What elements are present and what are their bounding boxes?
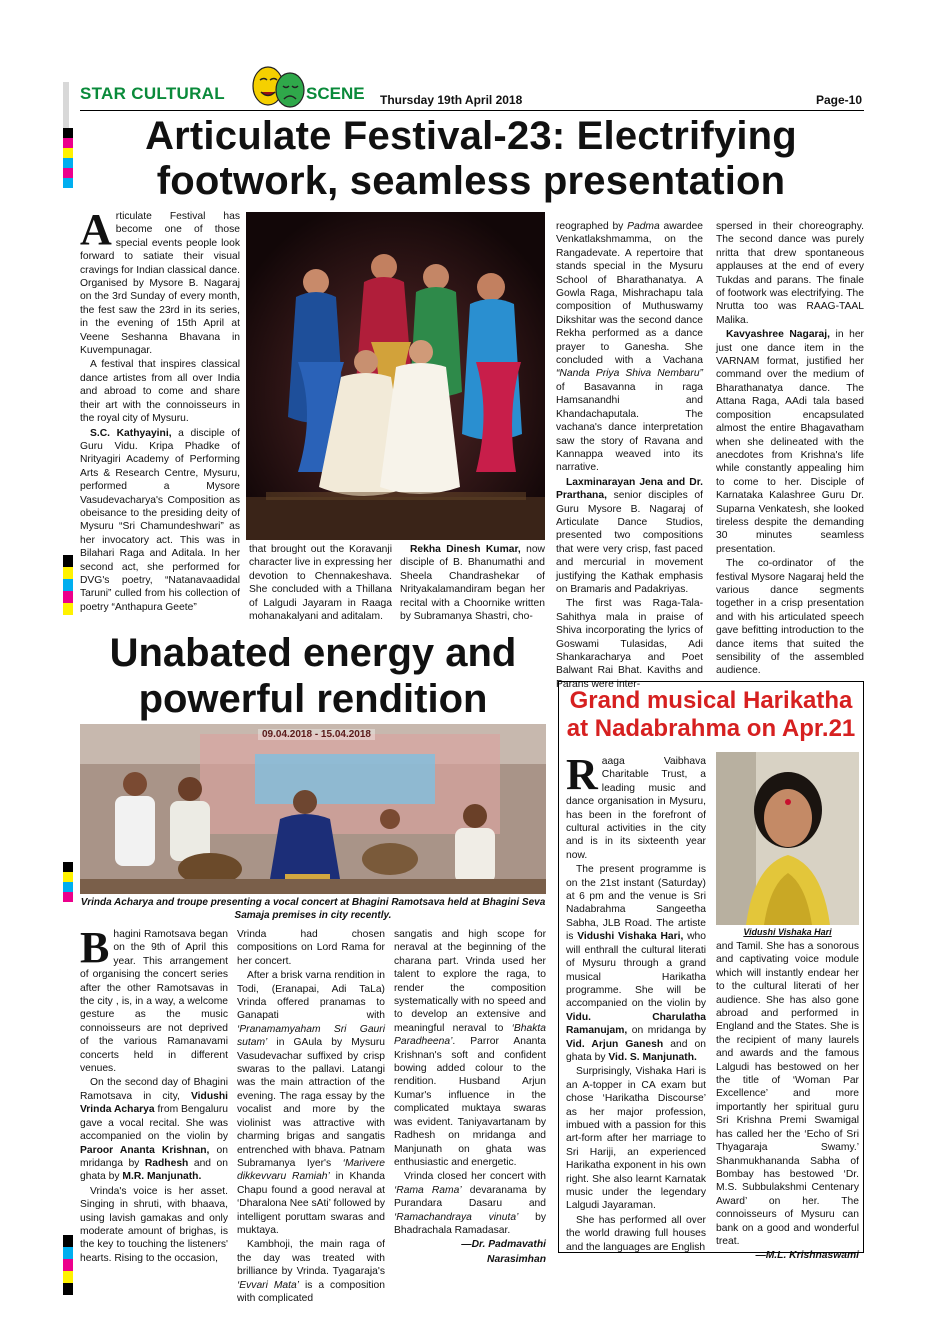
article1-col4-text-e: The first was Raga-Tala-Sahithya mala in praise of Shiva incorporating the lyrics of Goswami Tulasidas, Adi Shankaracharya and Poet Balwant Rai Bhat. Kaviths and Parans were inter- [556, 598, 703, 690]
article3-column-1 [566, 750, 707, 1255]
masthead-page-number: Page-10 [815, 93, 862, 107]
concert-photo-banner-date: 09.04.2018 - 15.04.2018 [258, 729, 375, 740]
article2-c2-text-b: in GAula by Mysuru Vasudevachar suffixed by crisp swaras to the pallavi. Latangi was the main attraction of the evening. The raga essay by the vocalist and more by the violinist was attractive with charming brigas and sangatis entrenched with bhava. Patnam Subramanya Iyer's [237, 1037, 385, 1169]
article2-headline-line1: Unabated energy and [109, 631, 517, 675]
masthead-date: Thursday 19th April 2018 [380, 93, 523, 107]
article1-artist-rekha: Rekha Dinesh Kumar, [410, 544, 521, 555]
article2-c3-italic-b: ‘Rama Rama’ [394, 1184, 462, 1196]
article2-headline [78, 630, 548, 722]
article1-col3-text: now disciple of B. Bhanumathi and Sheela Chandrashekar of Nrityakalamandiram began her recital with a Choornike written by Subramanya Shastri, cho- [400, 544, 545, 623]
article2-headline-line2: powerful rendition [138, 677, 488, 721]
masthead-brand-right: SCENE [306, 84, 365, 103]
article2-c2-italic-b: ‘Marivere dikkevvaru Ramiah’ [237, 1157, 385, 1183]
article2-column-2 [237, 928, 385, 1306]
article2-c2-text-c: in Khanda Chapu found a good neraval at ‘Dharalona Nee sAti’ followed by intelligent poruttam swaras and muktaya. [237, 1171, 385, 1236]
margin-grey-strip [63, 82, 69, 128]
article3-paragraph-3: Surprisingly, Vishaka Hari is an A-topper in CA exam but chose ‘Harikatha Discourse’ as her major profession, imbued with a passion for this art-form after her marriage to Sri Hariji, an experienced Harikatha exponent in his own right. She also learnt Karnatak music under the legendary Lalgudi Jayaraman. [566, 1066, 706, 1212]
article1-dropcap: A [80, 205, 112, 254]
article1-headline-line1: Articulate Festival-23: Electrifying [145, 114, 797, 158]
article3-artist-vishaka: Vidushi Vishaka Hari, [577, 931, 684, 943]
article3-text-d: and on ghata by [566, 1038, 707, 1063]
article2-c1-paragraph-1: hagini Ramotsava began on the 9th of April this year. This arrangement of organising the concert series after the other Ramotsavas in the city , is, in a way, a welcome gesture as the music connoisseurs are not deprived of the various Ramanavami concerts held in different venues. [80, 929, 228, 1075]
article2-c3-italic-c: ‘Ramachandraya vinuta’ [394, 1211, 519, 1223]
article1-column-3 [400, 543, 545, 624]
article3-artist-charulatha: Vidu. Charulatha Ramanujam, [566, 1011, 706, 1037]
article2-c1-text-a: On the second day of Bhagini Ramotsava in city, [80, 1077, 228, 1102]
article3-artist-arjun: Vid. Arjun Ganesh [566, 1038, 664, 1050]
article2-artist-radhesh: Radhesh [144, 1157, 189, 1169]
dancers-group-photo [246, 212, 545, 540]
article1-col5-text-a: spersed in their choreography. The second dance was purely nritta that drew spontaneous applauses at the end of every Tukdas and parans. The finale of footwork was electrifying. The Nrutta too was RAAG-TAAL Malika. [716, 221, 864, 326]
article1-headline-line2: footwork, seamless presentation [156, 159, 786, 203]
registration-bar-top [63, 128, 73, 188]
article2-c3-italic-a: ‘Bhakta Paradheena’ [394, 1022, 546, 1048]
article2-c2-italic-c: ‘Evvari Mata’ [237, 1279, 300, 1291]
masthead-rule [80, 110, 864, 111]
masthead [78, 64, 864, 114]
article2-c1-text-d: and on ghata by [80, 1157, 229, 1183]
article2-dropcap: B [80, 923, 110, 972]
article1-col4-text-c: of Basavanna in raga Hamsanandhi and Khandachaputala. The vachana's dance interpretation saw the story of Ravana and Kannappa weaved into its narrative. [556, 381, 703, 474]
article2-c3-text-d: devaranama by Purandara Dasaru and [394, 1184, 546, 1210]
article3-text-a: The present programme is on the 21st instant (Saturday) at 6 pm and the venue is Sri Nadabrahma Sangeetha Sabha, JLB Road. The artiste is [566, 864, 706, 943]
article2-c3-text-c: Vrinda closed her concert with [404, 1171, 546, 1183]
concert-photo [80, 724, 546, 894]
article2-c3-text-a: sangatis and high scope for neraval at the beginning of the charana part. Vrinda used her talent to explore the raga, to render the composition systematically with no speed and to develop an extensive and meaningful neraval to [394, 929, 546, 1034]
article3-headline-line1: Grand musical Harikatha [569, 687, 853, 714]
concert-photo-caption: Vrinda Acharya and troupe presenting a vocal concert at Bhagini Ramotsava held at Bhagini Seva Samaja premises in city recently. [80, 897, 546, 921]
registration-bar-mid [63, 862, 73, 902]
article2-byline-line1: —Dr. Padmavathi [461, 1239, 546, 1251]
portrait-caption: Vidushi Vishaka Hari [743, 927, 832, 937]
article3-paragraph-5: and Tamil. She has a sonorous and captivating voice module which will instantly endear her to the cultural literati of her audience. She has also gone abroad and performed in England and the States. She is the recipient of many laurels and awards and the famous Lalgudi has bestowed on her the title of ‘Woman Par Excellence’ and more importantly her spiritual guru Sri Krishna Premi Swamigal has called her the ‘Echo of Sri Thyagaraja Swamy.’ Shanmukhananda Sabha of Bombay has bestowed ‘Dr. M.S. Subbulakshmi Centenary Award’ on her. The connoisseurs of Mysuru can bank on a good and wonderful treat. [716, 941, 859, 1247]
article1-col4-text-d: senior disciples of Guru Mysore B. Nagaraj of Articulate Dance Studios, presented two compositions that were very crisp, fast paced and mercurial in movement justifying the Kathak emphasis on Bramaris and Padakriyas. [556, 490, 703, 595]
article1-column-5 [716, 220, 864, 679]
registration-bar-bottom [63, 1235, 73, 1295]
article2-artist-vrinda: Vidushi Vrinda Acharya [80, 1090, 228, 1116]
article1-paragraph-2: A festival that inspires classical dance artistes from all over India and abroad to come and share their art with the connoisseurs in the royal city of Mysuru. [80, 359, 240, 425]
article1-col4-italic-b: “Nanda Priya Shiva Nembaru” [556, 368, 703, 380]
article1-col4-text-a: reographed by [556, 221, 628, 232]
vishaka-hari-portrait [716, 752, 859, 925]
article3-text-b: who will enthrall the cultural literati of Mysuru through a grand musical Harikatha programme. She will be accompanied on the violin by [566, 931, 706, 1010]
article3-paragraph-1: aaga Vaibhava Charitable Trust, a leading music and dance organisation in Mysuru, has been in the forefront of cultural activities in the city and is in its sixteenth year now. [566, 756, 706, 861]
article3-headline-line2: at Nadabrahma on Apr.21 [566, 715, 856, 742]
article2-c1-paragraph-3: Vrinda's voice is her asset. Singing in shruti, with bhaava, using lavish gamakas and only moderate amount of brighas, is the key to touching the listeners' hearts. Rising to the occasion, [80, 1185, 228, 1264]
article3-text-c: on mridanga by [627, 1025, 706, 1037]
article1-column-1 [80, 205, 240, 615]
registration-bar-upper-mid [63, 555, 73, 625]
article2-byline-line2: Narasimhan [487, 1253, 546, 1265]
article3-artist-manjunath: Vid. S. Manjunath. [608, 1051, 697, 1063]
article3-dropcap: R [566, 750, 598, 799]
article1-col4-text-b: awardee Venkatlakshmamma, on the Rangadevate. A repertoire that stands special in the Mysuru School of Bharathanatya. A Gowla Raga, Mishrachapu tala composition of Muthuswamy Dikshitar was the second dance Rekha performed as a dance prayer to Ganesha. She concluded with a Vachana [556, 221, 703, 367]
article2-c2-text-a: After a brisk varna rendition in Todi, (Eranapai, Adi TaLa) Vrinda offered pranamas to Ganapati with [237, 970, 385, 1022]
article1-paragraph-3: a disciple of Guru Vidu. Kripa Phadke of Nrityagiri Academy of Performing Arts & Research Centre, Mysuru, performed a Mysore Vasudevacharya's Composition as obeisance to the presiding deity of Mysuru “Sri Chamundeshwari” as her invocatory act. This was in Bilahari Raga and Aditala. In her second act, she performed for DVG's poetry, “Natanavaadidal Taruni” culled from his collection of poetry “Anthapura Geete” [80, 427, 240, 613]
article2-artist-manjunath: M.R. Manjunath. [122, 1171, 202, 1183]
article1-paragraph-1: rticulate Festival has become one of those special events people look forward to satiate their visual cravings for Indian classical dance. Organised by Mysore B. Nagaraj on the 3rd Sunday of every month, the fest saw the 23rd in its series, in the evening of 15th April at Veene Seshanna Bhavana in Kuvempunagar. [80, 211, 240, 357]
masthead-brand-left: STAR CULTURAL [80, 84, 225, 103]
article1-col2-text: that brought out the Koravanji character live in expressing her devotion to Chennakeshava. She concluded with a Thillana of Lalgudi Jayaram in Raaga mohanakalyani and aditalam. [249, 544, 392, 623]
article3-headline [560, 687, 862, 743]
article3-paragraph-4: She has performed all over the world drawing full houses and the languages are English [566, 1214, 706, 1253]
article1-artist-kavyashree: Kavyashree Nagaraj, [726, 329, 830, 341]
article3-byline: —M.L. Krishnaswami [755, 1250, 859, 1262]
article1-column-4 [556, 220, 703, 692]
article3-column-2 [716, 940, 859, 1264]
article1-col5-text-c: The co-ordinator of the festival Mysore Nagaraj held the various dance segments together in a crisp presentation and with his articulated speech gave befitting introduction to the dance items that suited the sensibility of the assembled audience. [716, 558, 864, 677]
article2-c3-text-b: . Parror Ananta Krishnan's soft and confident bowing added colour to the rendition. Husband Arjun Kumar's influence in the complicated muktaya swaras was evident. Taniyavartanam by Radhesh on mridanga and Manjunath on ghata was enthusiastic and energetic. [394, 1036, 546, 1168]
article2-artist-paroor: Paroor Ananta Krishnan, [80, 1144, 210, 1156]
article1-artist-kathyayini: S.C. Kathyayini, [90, 427, 172, 439]
article1-col4-italic-a: Padma [627, 221, 660, 232]
article2-c1-text-b: from Bengaluru gave a vocal recital. She was accompanied on the violin by [80, 1104, 228, 1143]
article1-artist-laxminarayan: Laxminarayan Jena and Dr. Prarthana, [556, 476, 703, 502]
article2-column-3 [394, 928, 546, 1267]
article2-column-1 [80, 923, 229, 1266]
article2-c3-text-e: by Bhadrachala Ramadasar. [394, 1211, 546, 1236]
article2-c2-text-e: is a composition with complicated [237, 1279, 385, 1304]
article1-col5-text-b: in her just one dance item in the VARNAM format, justified her command over the medium of Bharathanatya dance. The Attana Raga, AAdi tala based composition encapsulated almost the entire Bhagavatham when she delineated with the anecdotes from Krishna's life while constantly appealing him to come to her. Disciple of Karnataka Kalashree Guru Dr. Suparna Venkatesh, she looked tireless despite the demanding 30 minutes seamless presentation. [716, 329, 864, 555]
article1-headline [78, 114, 864, 204]
article2-c1-text-c: on mridanga by [80, 1144, 228, 1169]
article1-column-2 [249, 543, 392, 624]
article2-c2-text-d: Kambhoji, the main raga of the day was treated with brilliance by Vrinda. Tyagaraja's [237, 1239, 385, 1278]
article2-c2-italic-a: ‘Pranamamyaham Sri Gauri sutam’ [237, 1023, 385, 1049]
article2-c2-paragraph-1: Vrinda had chosen compositions on Lord Rama for her concert. [237, 929, 385, 967]
